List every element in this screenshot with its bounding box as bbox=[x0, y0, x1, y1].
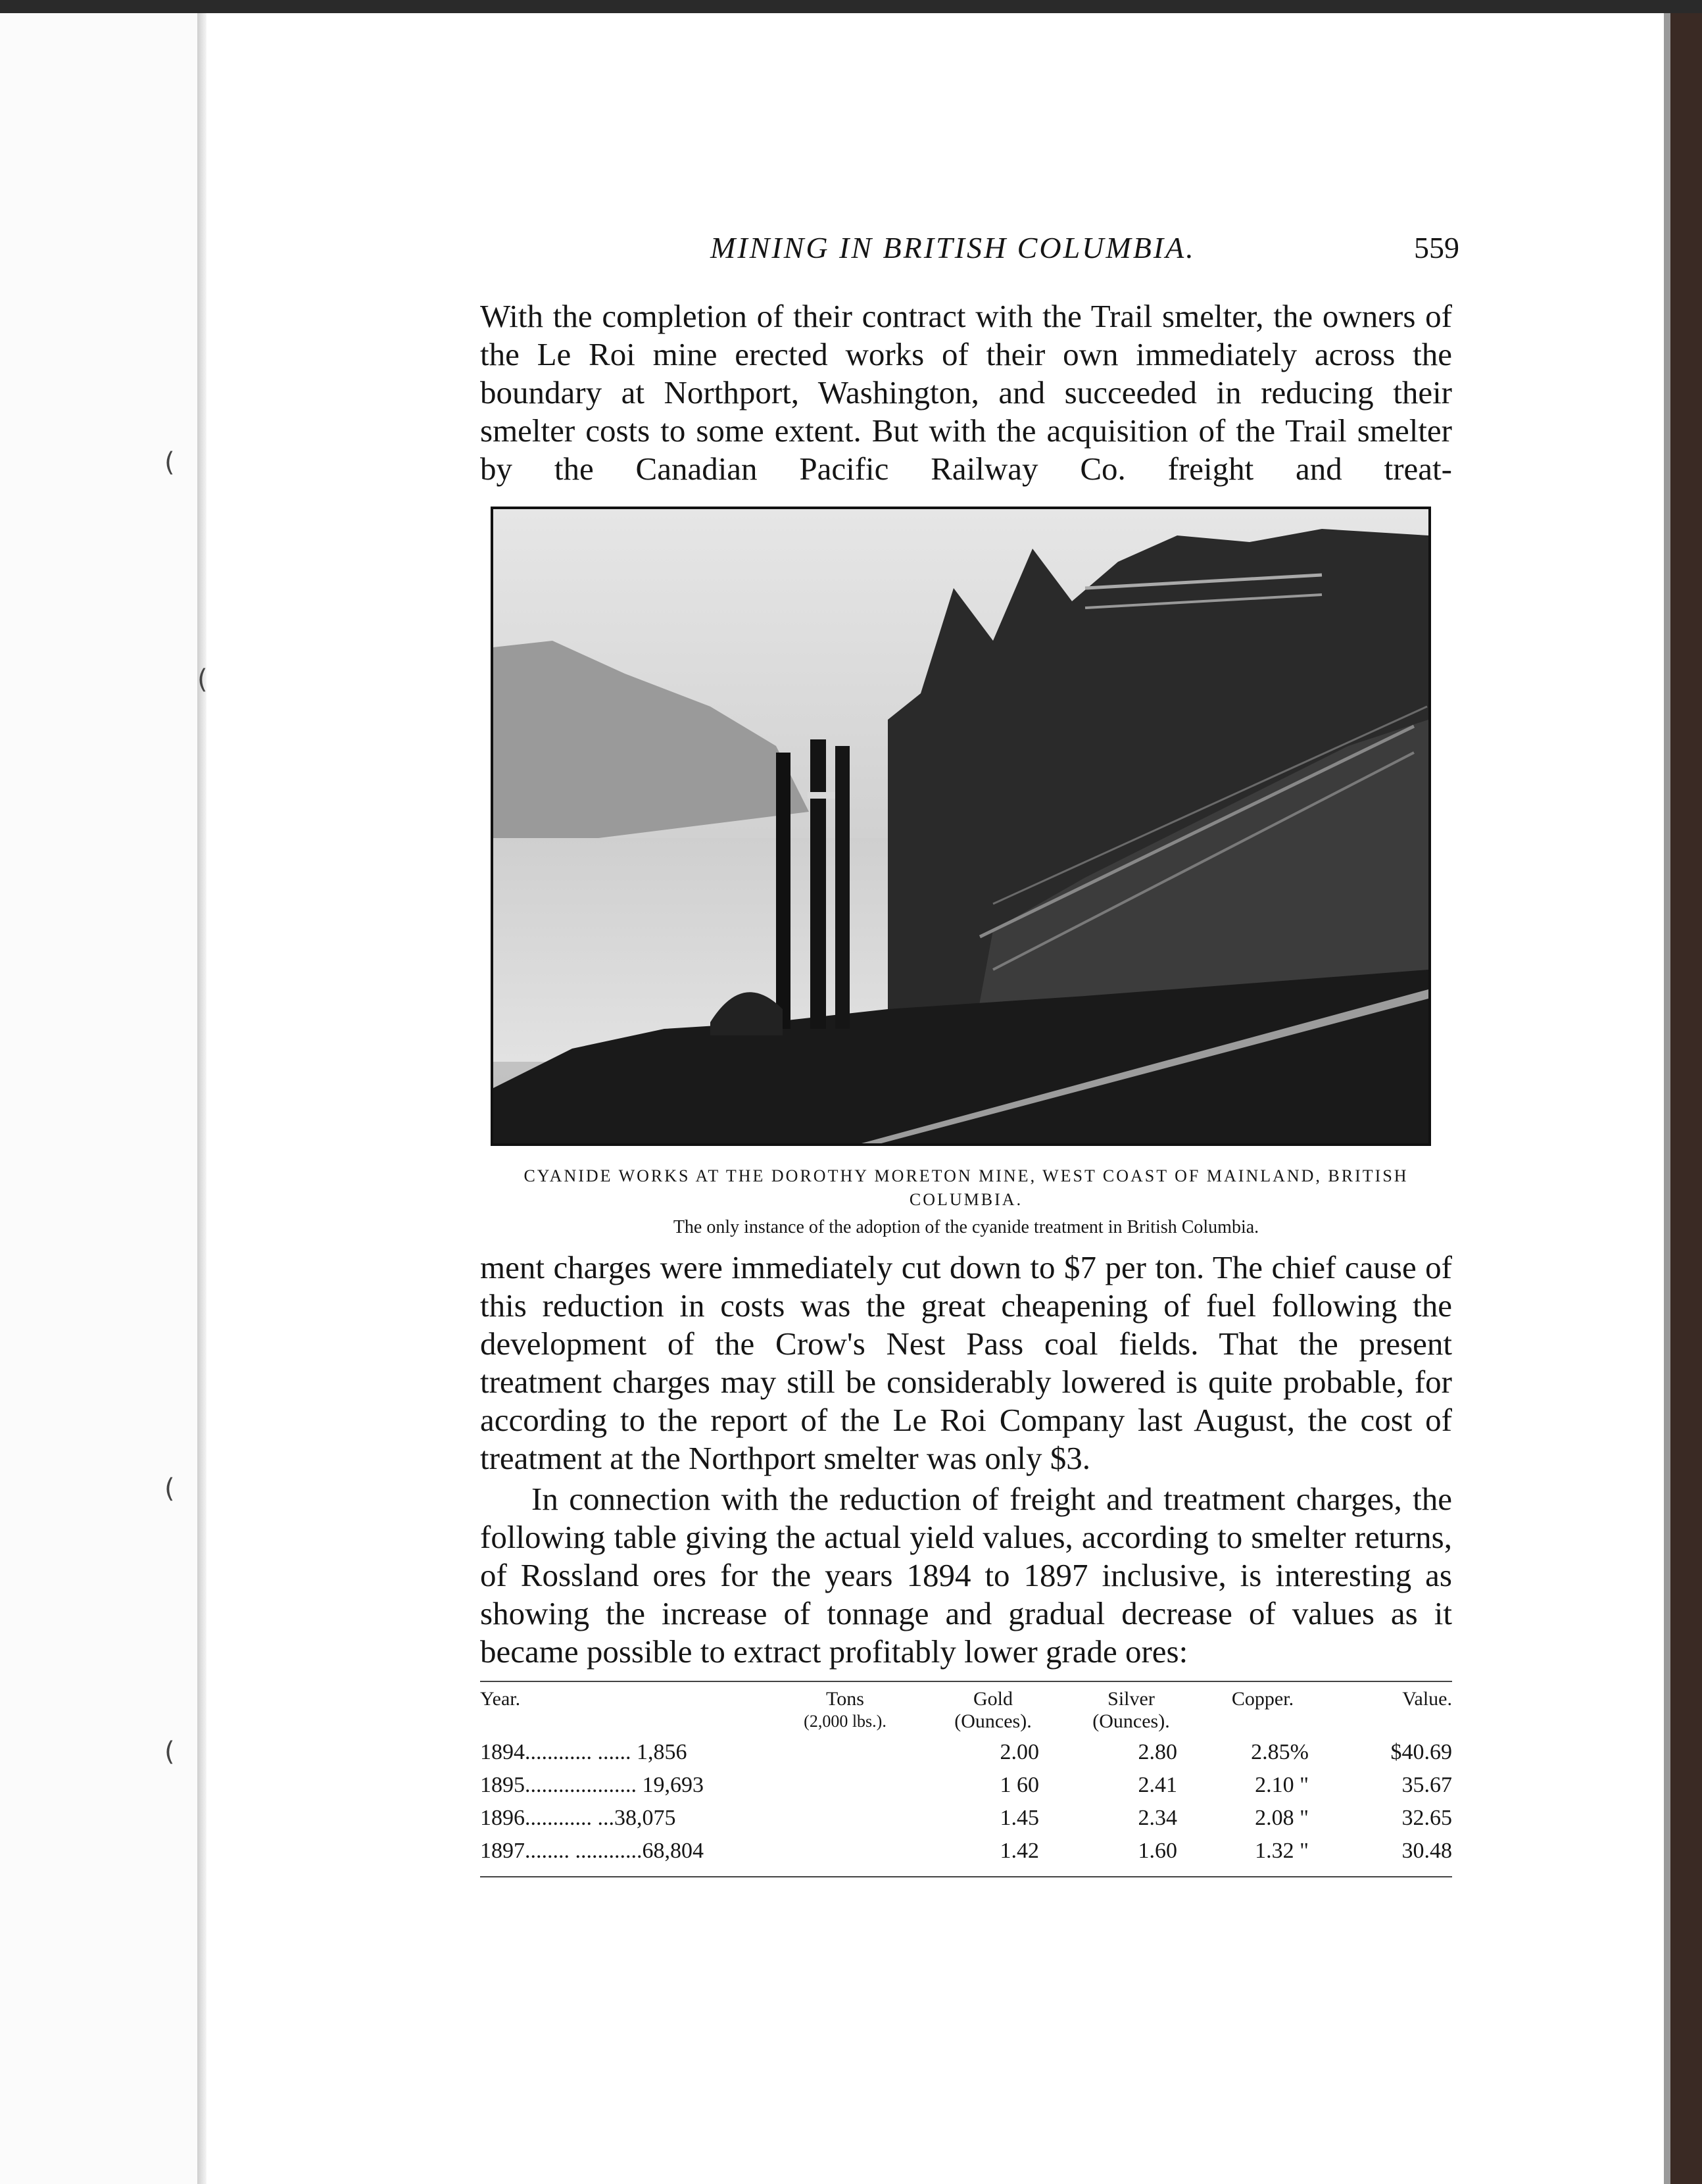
row-gold: 2.00 bbox=[1000, 1740, 1039, 1764]
row-silver: 2.80 bbox=[1138, 1740, 1177, 1764]
column-header-copper: Copper. bbox=[1231, 1688, 1294, 1710]
row-gold: 1.45 bbox=[1000, 1806, 1039, 1830]
running-header bbox=[0, 230, 1702, 270]
row-copper: 2.10 " bbox=[1255, 1773, 1309, 1797]
row-gold: 1 60 bbox=[1000, 1773, 1039, 1797]
cyanide-works-photo bbox=[491, 507, 1431, 1146]
running-title: MINING IN BRITISH COLUMBIA. bbox=[710, 231, 1196, 264]
row-silver: 2.34 bbox=[1138, 1806, 1177, 1830]
paragraph-3: In connection with the reduction of freight and treatment charges, the following table giving the actual yield values, according to smelter returns, of Rossland ores for the years 1894 to 1897 inclusive, is interesting as showing the increase of tonnage and gradual decrease of values as it became possible to extract profitably lower grade ores: bbox=[480, 1481, 1452, 1670]
row-year-tons: 1896............ ...38,075 bbox=[480, 1806, 676, 1830]
row-value: 35.67 bbox=[1401, 1773, 1452, 1797]
page-edge bbox=[1664, 13, 1670, 2184]
row-silver: 2.41 bbox=[1138, 1773, 1177, 1797]
column-header-value: Value. bbox=[1402, 1688, 1452, 1710]
paragraph-2: ment charges were immediately cut down to $7 per ton. The chief cause of this reduction in costs was the great cheapening of fuel following the development of the Crow's Nest Pass coal fields. That the present treatment charges may still be considerably lowered is quite probable, for according to the report of the Le Roi Company last August, the cost of treatment at the Northport smelter was only $3. bbox=[480, 1249, 1452, 1476]
column-header-silver-label: Silver bbox=[1107, 1688, 1155, 1710]
row-copper: 2.08 " bbox=[1255, 1806, 1309, 1830]
row-year-tons: 1895.................... 19,693 bbox=[480, 1773, 704, 1797]
figure-caption-subtitle: The only instance of the adoption of the cyanide treatment in British Columbia. bbox=[673, 1217, 1259, 1237]
row-copper: 1.32 " bbox=[1255, 1839, 1309, 1863]
figure-caption-title: CYANIDE WORKS AT THE DOROTHY MORETON MINE, WEST COAST OF MAINLAND, BRITISH COLUMBIA. bbox=[523, 1166, 1409, 1209]
column-header-silver-unit: (Ounces). bbox=[1092, 1710, 1170, 1732]
column-header-gold-label: Gold bbox=[973, 1688, 1013, 1710]
margin-mark: ( bbox=[164, 1474, 175, 1504]
paragraph-1: With the completion of their contract with the Trail smelter, the owners of the Le Roi mine erected works of their own immediately across the boundary at Northport, Washington, and succeeded in reducing their smelter costs to some extent. But with the acquisition of the Trail smelter by the Canadian Pacific Railway Co. freight and treat- bbox=[480, 298, 1452, 487]
margin-mark: ( bbox=[164, 447, 175, 478]
book-cover-edge bbox=[1670, 13, 1702, 2184]
row-silver: 1.60 bbox=[1138, 1839, 1177, 1863]
column-header-gold-unit: (Ounces). bbox=[954, 1710, 1032, 1732]
margin-mark: ( bbox=[197, 664, 208, 695]
row-value: $40.69 bbox=[1390, 1740, 1452, 1764]
column-header-tons-label: Tons bbox=[826, 1688, 864, 1710]
column-header-silver bbox=[1072, 1688, 1190, 1733]
scan-top-edge bbox=[0, 0, 1702, 13]
table-bottom-rule bbox=[480, 1876, 1452, 1877]
margin-mark: ( bbox=[164, 1737, 175, 1767]
row-year-tons: 1894............ ...... 1,856 bbox=[480, 1740, 687, 1764]
table-top-rule bbox=[480, 1681, 1452, 1682]
row-value: 32.65 bbox=[1401, 1806, 1452, 1830]
row-gold: 1.42 bbox=[1000, 1839, 1039, 1863]
row-copper: 2.85% bbox=[1251, 1740, 1309, 1764]
facing-page bbox=[0, 13, 199, 2184]
column-header-tons-unit: (2,000 lbs.). bbox=[804, 1712, 887, 1731]
column-header-year: Year. bbox=[480, 1688, 521, 1710]
photo-drawing bbox=[493, 509, 1428, 1143]
page-gutter bbox=[197, 13, 207, 2184]
row-value: 30.48 bbox=[1401, 1839, 1452, 1863]
row-year-tons: 1897........ ............68,804 bbox=[480, 1839, 704, 1863]
page-number: 559 bbox=[1414, 231, 1459, 264]
column-header-tons bbox=[769, 1688, 921, 1733]
column-header-gold bbox=[934, 1688, 1052, 1733]
